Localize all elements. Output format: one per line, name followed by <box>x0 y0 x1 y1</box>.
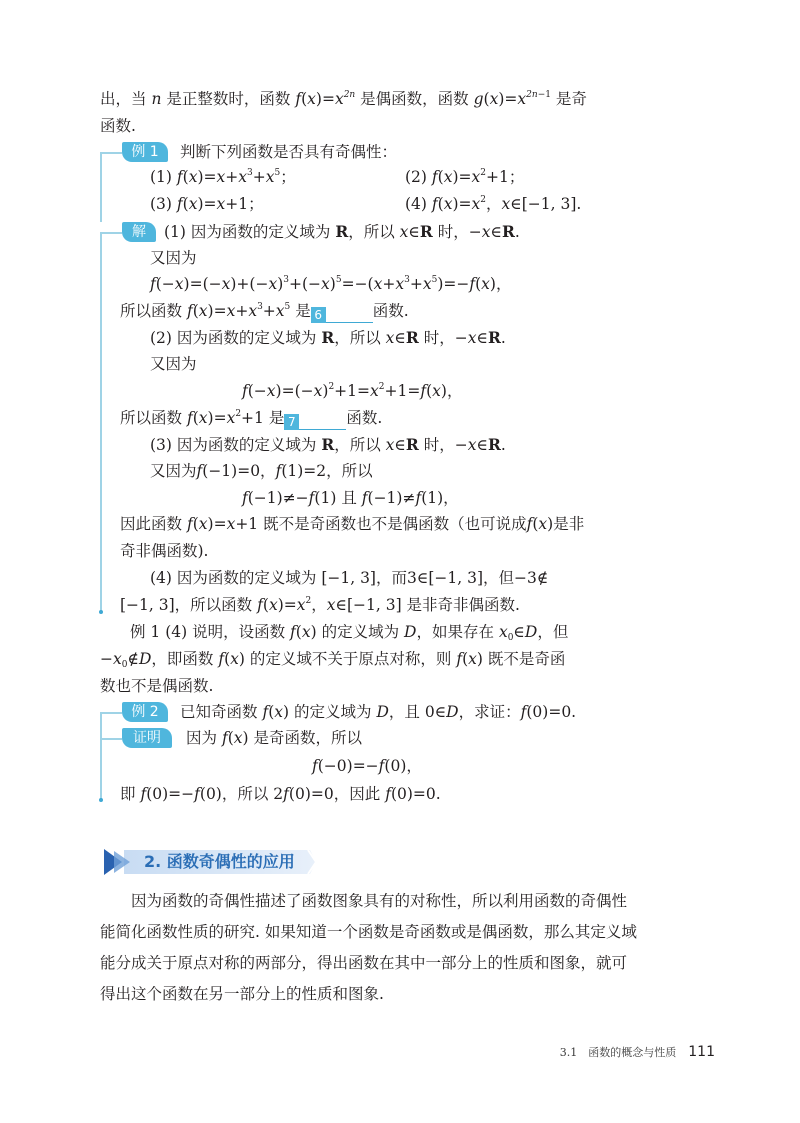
answer-blank-6[interactable]: 6 <box>311 304 373 323</box>
solution1-part4-b: [−1, 3]，所以函数 $f(x)=x^2$，x∈[−1, 3] 是非奇非偶函数. <box>120 596 520 614</box>
solution1-conclusion-3a: 因此函数 f(x)=x+1 既不是奇函数也不是偶函数（也可说成f(x)是非 <box>120 515 585 533</box>
note-line-1: 例 1 (4) 说明，设函数 f(x) 的定义域为 D，如果存在 $x_0\in D$，但 <box>130 623 569 643</box>
proof-conclusion: 即 f(0)=−f(0)，所以 2f(0)=0，因此 f(0)=0. <box>120 785 441 803</box>
note-line-3: 数也不是偶函数. <box>100 677 214 695</box>
example1-prompt: 判断下列函数是否具有奇偶性： <box>180 143 398 161</box>
footer-section: 3.1 函数的概念与性质 <box>559 1046 677 1059</box>
example1-tag: 例 1 <box>122 142 168 162</box>
example2-dash <box>100 712 122 714</box>
solution1-conclusion-2: 所以函数 $f(x)=x^2+1$ 是 7 函数. <box>120 409 383 429</box>
example1-item-3: (3) f(x)=x+1； <box>150 195 264 213</box>
example2-tag: 例 2 <box>122 702 168 722</box>
example1-item-4: (4) $f(x)=x^2$，x∈[−1, 3]. <box>405 195 582 213</box>
proof-line-1: 因为 f(x) 是奇函数，所以 <box>186 729 363 747</box>
example2-bracket <box>100 712 102 800</box>
page-footer <box>560 1044 715 1060</box>
solution1-part1: (1) 因为函数的定义域为 R，所以 x∈R 时，−x∈R. <box>164 222 520 241</box>
proof-eq: f(−0)=−f(0)， <box>312 757 422 775</box>
solution1-part3: (3) 因为函数的定义域为 R，所以 x∈R 时，−x∈R. <box>150 435 506 454</box>
example1-item-1: (1) $f(x)=x+x^3+x^5$； <box>150 168 296 186</box>
proof-dash <box>100 738 122 740</box>
note-line-2: $-x_0\notin D$，即函数 f(x) 的定义域不关于原点对称，则 f(x) 既不是奇函 <box>100 650 566 670</box>
intro-line-2: 函数. <box>100 117 136 135</box>
solution1-again-2: 又因为 <box>150 355 197 373</box>
answer-blank-7[interactable]: 7 <box>284 411 346 430</box>
example1-bracket <box>100 152 102 222</box>
solution1-part4-a: (4) 因为函数的定义域为 [−1, 3]，而3∈[−1, 3]，但−3∉ <box>150 569 549 587</box>
solution1-eq-2: $f(-x)=(-x)^2+1=x^2+1=f(x)$， <box>242 382 463 400</box>
solution1-bracket-end <box>99 610 103 614</box>
solution1-part3-again: 又因为f(−1)=0，f(1)=2，所以 <box>150 462 373 480</box>
example1-dash <box>100 152 122 154</box>
solution1-conclusion-1: 所以函数 $f(x)=x+x^3+x^5$ 是 6 函数. <box>120 302 409 322</box>
solution1-again-1: 又因为 <box>150 249 197 267</box>
section-paragraph: 因为函数的奇偶性描述了函数图象具有的对称性，所以利用函数的奇偶性能简化函数性质的研究. 如果知道一个函数是奇函数或是偶函数，那么其定义域能分成关于原点对称的两部分，得出函数在其中一部分上的性质和图象，就可得出这个函数在另一部分上的性质和图象. <box>100 892 637 1003</box>
solution1-eq-3: f(−1)≠−f(1) 且 f(−1)≠f(1)， <box>242 489 459 507</box>
section-title: 2. 函数奇偶性的应用 <box>144 852 295 871</box>
example1-item-2: (2) $f(x)=x^2+1$； <box>405 168 525 186</box>
intro-line-1: 出，当 n 是正整数时，函数 $f(x)=x^{2n}$ 是偶函数，函数 $g(x)=x^{2n-1}$ 是奇 <box>100 90 587 108</box>
proof-tag: 证明 <box>122 728 172 748</box>
example2-statement: 已知奇函数 f(x) 的定义域为 D，且 0∈D，求证：f(0)=0. <box>180 703 577 721</box>
solution1-bracket <box>100 232 102 612</box>
solution1-eq-1: $f(-x)=(-x)+(-x)^3+(-x)^5=-(x+x^3+x^5)=-f(x)$， <box>150 275 512 293</box>
solution1-dash <box>100 232 122 234</box>
solution1-tag: 解 <box>122 222 156 242</box>
page-number: 111 <box>688 1044 715 1060</box>
solution1-part2: (2) 因为函数的定义域为 R，所以 x∈R 时，−x∈R. <box>150 328 506 347</box>
example2-bracket-end <box>99 798 103 802</box>
solution1-conclusion-3b: 奇非偶函数). <box>120 542 209 560</box>
